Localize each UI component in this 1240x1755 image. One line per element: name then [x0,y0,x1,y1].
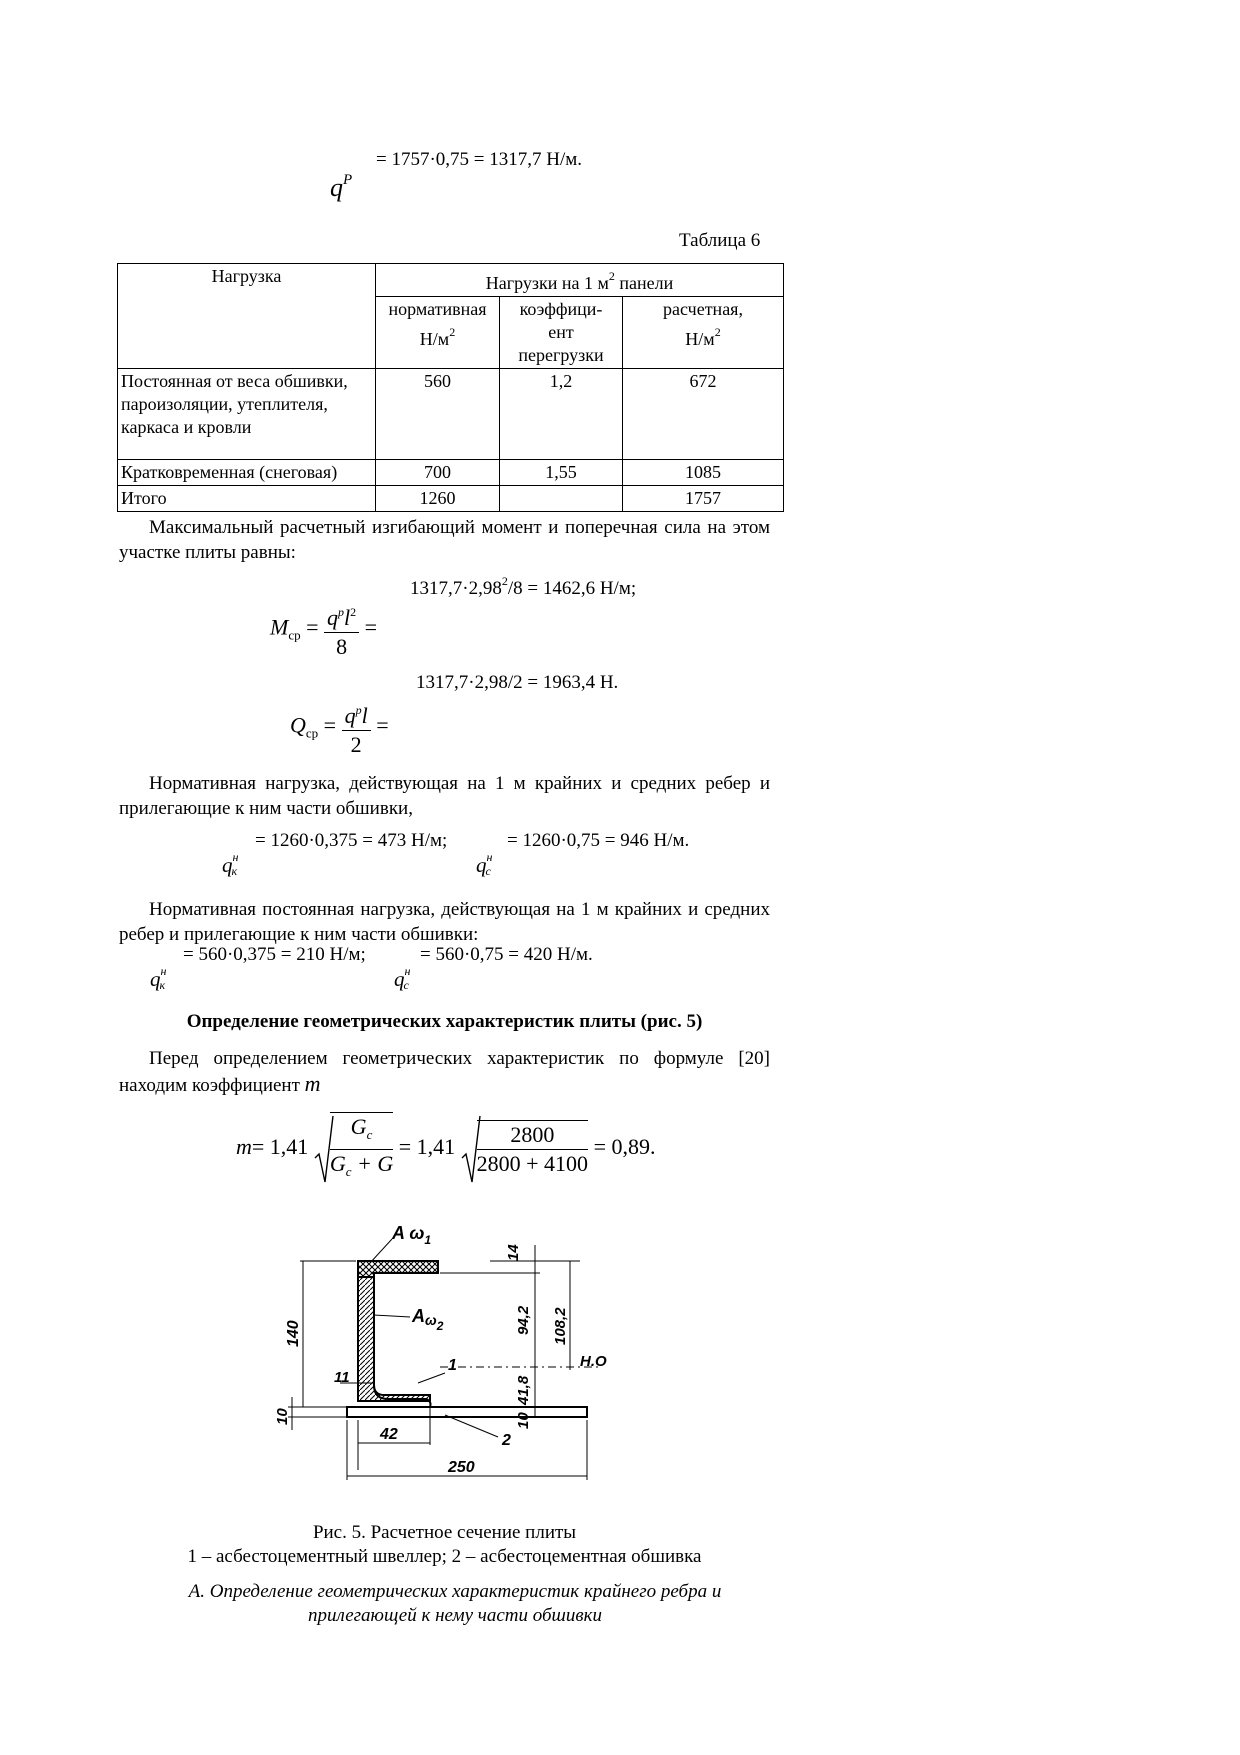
subsection-heading: А. Определение геометрических характеристик крайнего ребра и прилегающей к нему части обшивки [188,1581,722,1626]
row-norm: 560 [376,369,500,460]
row-norm: 1260 [376,486,500,512]
header-group: Нагрузки на 1 $м^2$ панели [376,264,784,297]
eq-m-coefficient: m= 1,41 $\frac{G_c}{G_c + G}$ = 1,41 $\frac{2800}{2800 + 4100}$ = 0,89. [236,1112,655,1186]
dim-41-8: 41,8 [515,1375,532,1405]
eq-qp-symbol: $q^P$ [330,172,353,202]
dim-11: 11 [334,1369,350,1386]
section-figure [270,1225,620,1495]
eq-n1-qc: $q^нс$ [476,850,493,878]
paragraph-3: Нормативная постоянная нагрузка, действующая на 1 м крайних и средних ребер и прилегающие к ним части обшивки: [119,899,770,945]
label-1: 1 [448,1357,457,1374]
header-normative: нормативная $Н/м^2$ [376,297,500,369]
dim-42: 42 [380,1426,398,1443]
figure-caption-legend: 1 – асбестоцементный швеллер; 2 – асбестоцементная обшивка [187,1546,702,1567]
eq-m-value: $1317,7\cdot 2,98^2/8 = 1462,6$ Н/м; [410,574,637,599]
row-name: Кратковременная (снеговая) [118,460,376,486]
dim-10-right: 10 [515,1412,532,1429]
eq-n2-left: = 560·0,375 = 210 Н/м; [183,944,366,965]
paragraph-1: Максимальный расчетный изгибающий момент и поперечная сила на этом участке плиты равны: [119,517,770,563]
table-row [118,369,784,460]
paragraph-2: Нормативная нагрузка, действующая на 1 м крайних и средних ребер и прилегающие к ним части обшивки, [119,773,770,819]
row-coef: 1,55 [500,460,623,486]
label-2: 2 [502,1432,511,1449]
figure-caption-title: Рис. 5. Расчетное сечение плиты [312,1522,577,1543]
eq-n1-left: = 1260·0,375 = 473 Н/м; [255,830,448,851]
eq-n2-right: = 560·0,75 = 420 Н/м. [420,944,593,965]
eq-q-formula: $Q_{ср}$ = $\frac{q^pl}{2}$ = [290,696,389,759]
loads-table [117,263,784,512]
row-norm: 700 [376,460,500,486]
eq-qp-text: = 1757·0,75 = 1317,7 Н/м. [376,149,583,170]
paragraph-4: Перед определением геометрических характеристик по формуле [20] находим коэффициент m [119,1048,770,1096]
row-coef: 1,2 [500,369,623,460]
row-name: Итого [118,486,376,512]
row-calc: 1757 [623,486,784,512]
eq-n1-right: = 1260·0,75 = 946 Н/м. [507,830,690,851]
dim-108-2: 108,2 [552,1307,569,1345]
eq-n2-qc: $q^нс$ [394,964,411,992]
label-neutral-axis: Н.О [580,1353,607,1370]
row-calc: 672 [623,369,784,460]
header-load: Нагрузка [118,264,376,369]
eq-m-formula: $M_{ср}$ = $\frac{q^pl^2}{8}$ = [270,598,377,661]
header-calculated: расчетная, $Н/м^2$ [623,297,784,369]
section-heading: Определение геометрических характеристик плиты (рис. 5) [186,1011,703,1032]
eq-n2-qk: $q^нк$ [150,964,167,992]
label-aw1: A $\omega_1$ [392,1225,432,1247]
dim-250: 250 [448,1459,475,1476]
channel-top-flange [358,1261,438,1277]
row-calc: 1085 [623,460,784,486]
sheathing [347,1407,587,1417]
table-row [118,460,784,486]
label-aw2: $A\omega_2$ [412,1306,444,1333]
row-name: Постоянная от веса обшивки, пароизоляции, утеплителя, каркаса и кровли [118,369,376,460]
dim-10-left: 10 [274,1408,291,1425]
header-coefficient: коэффици- ент перегрузки [500,297,623,369]
dim-14: 14 [505,1244,522,1261]
dim-94-2: 94,2 [515,1305,532,1335]
eq-q-value: 1317,7·2,98/2 = 1963,4 Н. [416,672,619,693]
table-caption: Таблица 6 [679,230,761,251]
eq-n1-qk: $q^нк$ [222,850,239,878]
table-row [118,486,784,512]
row-coef [500,486,623,512]
dim-140: 140 [285,1320,302,1347]
